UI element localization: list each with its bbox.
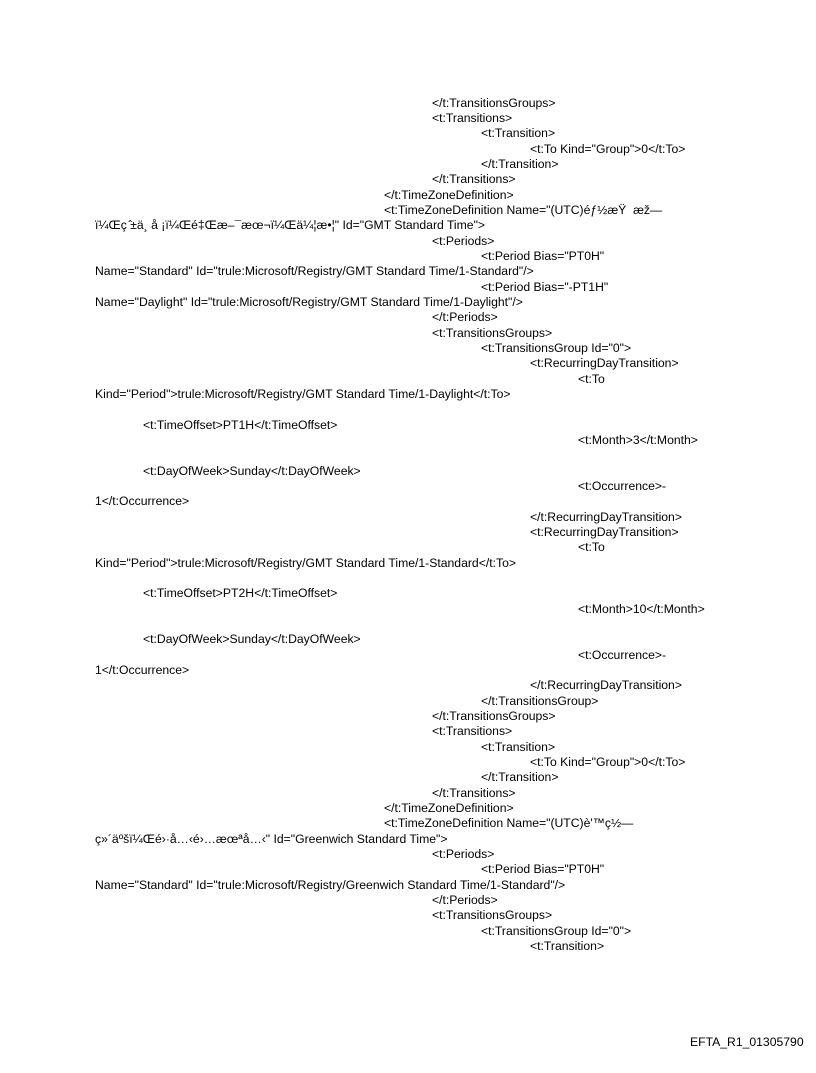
text-line: <t:To Kind="Group">0</t:To>: [530, 142, 686, 156]
text-line: Name="Standard" Id="trule:Microsoft/Registry/Greenwich Standard Time/1-Standard"/>: [95, 878, 566, 892]
text-line: </t:TransitionsGroups>: [432, 709, 556, 723]
text-line: <t:Transition>: [481, 126, 556, 140]
text-line: </t:Transition>: [481, 157, 559, 171]
text-line: </t:Transition>: [481, 770, 559, 784]
text-line: <t:Month>10</t:Month>: [578, 602, 705, 616]
text-line: </t:RecurringDayTransition>: [530, 510, 682, 524]
text-line: </t:Periods>: [432, 893, 498, 907]
text-line: <t:RecurringDayTransition>: [530, 356, 679, 370]
text-line: <t:TimeOffset>PT2H</t:TimeOffset>: [143, 586, 338, 600]
text-line: </t:TransitionsGroup>: [481, 694, 599, 708]
text-line: <t:TransitionsGroups>: [432, 326, 553, 340]
text-line: <t:TimeZoneDefinition Name="(UTC)è'™ç½—: [384, 816, 634, 830]
text-line: Kind="Period">trule:Microsoft/Registry/GMT Standard Time/1-Standard</t:To>: [95, 556, 516, 570]
document-id-footer: EFTA_R1_01305790: [690, 1035, 804, 1049]
text-line: <t:Period Bias="-PT1H": [481, 280, 609, 294]
text-line: Name="Standard" Id="trule:Microsoft/Registry/GMT Standard Time/1-Standard"/>: [95, 264, 534, 278]
text-line: <t:Occurrence>-: [578, 479, 667, 493]
text-line: <t:TransitionsGroup Id="0">: [481, 341, 632, 355]
text-line: <t:Transitions>: [432, 724, 513, 738]
text-line: <t:Month>3</t:Month>: [578, 433, 698, 447]
text-line: <t:DayOfWeek>Sunday</t:DayOfWeek>: [143, 632, 361, 646]
text-line: <t:Period Bias="PT0H": [481, 249, 605, 263]
text-line: </t:TimeZoneDefinition>: [384, 188, 514, 202]
text-line: </t:Periods>: [432, 310, 498, 324]
text-line: <t:DayOfWeek>Sunday</t:DayOfWeek>: [143, 464, 361, 478]
text-line: <t:TransitionsGroups>: [432, 908, 553, 922]
text-line: <t:Period Bias="PT0H": [481, 862, 605, 876]
text-line: Kind="Period">trule:Microsoft/Registry/GMT Standard Time/1-Daylight</t:To>: [95, 387, 511, 401]
text-line: <t:Transition>: [530, 939, 605, 953]
text-line: 1</t:Occurrence>: [95, 494, 190, 508]
text-line: <t:RecurringDayTransition>: [530, 525, 679, 539]
text-line: Name="Daylight" Id="trule:Microsoft/Registry/GMT Standard Time/1-Daylight"/>: [95, 295, 523, 309]
text-line: </t:TimeZoneDefinition>: [384, 801, 514, 815]
text-line: ï¼Œç ̂±ä¸ å ¡ï¼Œé‡Œæ–¯æœ¬ï¼Œä¼¦æ•¦" Id="GMT Standard Time">: [95, 218, 486, 232]
text-line: <t:Periods>: [432, 234, 495, 248]
text-line: </t:Transitions>: [432, 786, 516, 800]
text-line: <t:TimeZoneDefinition Name="(UTC)éƒ½æŸ æž—: [384, 203, 663, 217]
text-line: <t:Transitions>: [432, 111, 513, 125]
text-line: </t:Transitions>: [432, 172, 516, 186]
text-line: <t:To Kind="Group">0</t:To>: [530, 755, 686, 769]
text-line: <t:Periods>: [432, 847, 495, 861]
text-line: <t:TimeOffset>PT1H</t:TimeOffset>: [143, 418, 338, 432]
text-line: ç»´äºšï¼Œé›·å…‹é›…æœªå…‹" Id="Greenwich Standard Time">: [95, 832, 448, 846]
text-line: <t:Occurrence>-: [578, 648, 667, 662]
text-line: </t:TransitionsGroups>: [432, 96, 556, 110]
text-line: <t:To: [578, 372, 605, 386]
text-line: <t:TransitionsGroup Id="0">: [481, 924, 632, 938]
text-line: 1</t:Occurrence>: [95, 663, 190, 677]
text-line: <t:Transition>: [481, 740, 556, 754]
text-line: <t:To: [578, 540, 605, 554]
text-line: </t:RecurringDayTransition>: [530, 678, 682, 692]
